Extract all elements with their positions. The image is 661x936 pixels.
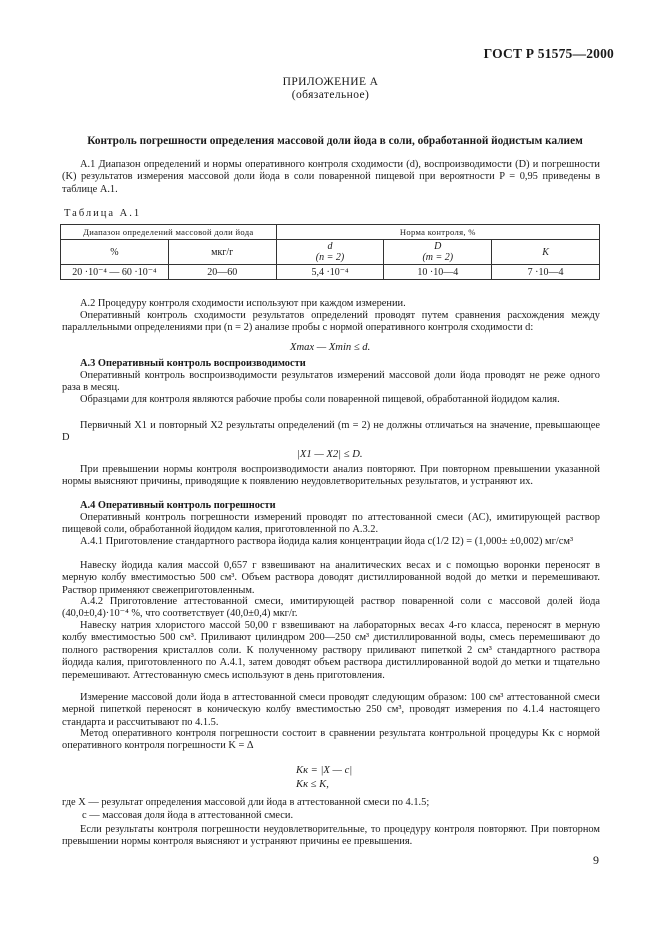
table-col-d-n: (n = 2): [315, 252, 345, 263]
formula-convergence: Xmax — Xmin ≤ d.: [290, 342, 371, 353]
table-caption: Таблица А.1: [64, 208, 142, 219]
table-cell-pct: 20 ·10⁻⁴ — 60 ·10⁻⁴: [61, 265, 169, 280]
table-cell-K: 7 ·10—4: [492, 265, 600, 280]
appendix-title: ПРИЛОЖЕНИЕ А: [282, 76, 379, 88]
a41-paragraph: А.4.1 Приготовление стандартного раствора йодида калия концентрации йода c(1/2 I2) = (1,000± ±0,002) мг/см³: [80, 536, 574, 547]
page-number: 9: [593, 853, 599, 867]
formula-reproducibility: |X1 — X2| ≤ D.: [297, 449, 363, 460]
a3-paragraph-1: Оперативный контроль воспроизводимости результатов измерений массовой доли йода проводят не реже одного раза в месяц.: [62, 370, 600, 394]
a4-paragraph-1: Оперативный контроль погрешности измерений проводят по аттестованной смеси (АС), имитирующей раствор пищевой соли, обработанной йодидом калия, приготовленной по А.3.2.: [62, 512, 600, 536]
table-col-d: [276, 240, 384, 265]
formula-control-1: Kк = |X — c|: [296, 765, 353, 776]
where-c: c — массовая доля йода в аттестованной смеси.: [82, 810, 294, 821]
table-col-D-label: D: [434, 241, 442, 252]
a3-paragraph-3: Первичный X1 и повторный X2 результаты определений (m = 2) не должны отличаться на значение, превышающее D: [62, 420, 600, 444]
table-col-d-label: d: [327, 241, 333, 252]
table-col-pct: %: [61, 240, 169, 265]
appendix-heading: [0, 76, 661, 102]
table-col-D: [384, 240, 492, 265]
final-paragraph: Если результаты контроля погрешности неудовлетворительные, то процедуру контроля повторяют. При повторном превышении нормы контроля выясняют и устраняют причины ее превышения.: [62, 824, 600, 848]
table-cell-D: 10 ·10—4: [384, 265, 492, 280]
where-x: где X — результат определения массовой дли йода в аттестованной смеси по 4.1.5;: [62, 797, 430, 808]
table-cell-mg: 20—60: [168, 265, 276, 280]
table-col-K: K: [492, 240, 600, 265]
a4-title: А.4 Оперативный контроль погрешности: [80, 500, 276, 511]
a42-paragraph-4: Метод оперативного контроля погрешности состоит в сравнении результата контрольной процедуры Kк с нормой оперативного контроля погрешности K = Δ: [62, 728, 600, 752]
a42-paragraph: А.4.2 Приготовление аттестованной смеси, имитирующей раствор поваренной соли с массовой долей йода (40,0±0,4)·10⁻⁴ %, что соответствует (40,0±0,4) мкг/г.: [62, 596, 600, 620]
table-head-range: Диапазон определений массовой доли йода: [61, 225, 277, 240]
a3-title: А.3 Оперативный контроль воспроизводимости: [80, 358, 306, 369]
a42-paragraph-2: Навеску натрия хлористого массой 50,00 г взвешивают на лабораторных весах 4-го класса, переносят в мерную колбу вместимостью 500 см³. Приливают цилиндром 200—250 см³ дистиллированной воды, смесь перемешивают до полного растворения кристаллов соли. К полученному раствору приливают пипеткой 2 см³ стандартного раствора йодида калия, приготовленного по А.4.1, затем доводят объем раствора дистиллированной водой до метки и тщательно перемешивают. Аттестованную смесь используют в день приготовления.: [62, 620, 600, 681]
table-col-mg: мкг/г: [168, 240, 276, 265]
a3-paragraph-2: Образцами для контроля являются рабочие пробы соли поваренной пищевой, обработанной йодидом калия.: [80, 394, 560, 405]
norms-table: [60, 224, 600, 280]
a42-paragraph-3: Измерение массовой доли йода в аттестованной смеси проводят следующим образом: 100 см³ аттестованной смеси мерной пипеткой переносят в коническую колбу вместимостью 250 см³, проводят измерения по 4.1.4 настоящего стандарта и рассчитывают по 4.1.5.: [62, 692, 600, 728]
table-head-norm: Норма контроля, %: [276, 225, 599, 240]
table-cell-d: 5,4 ·10⁻⁴: [276, 265, 384, 280]
appendix-note: (обязательное): [291, 89, 370, 101]
formula-control-2: Kк ≤ K,: [296, 779, 329, 790]
intro-paragraph: А.1 Диапазон определений и нормы оперативного контроля сходимости (d), воспроизводимости (D) и погрешности (K) результатов измерения массовой доли йода в соли поваренной пищевой при вероятности P = 0,95 приведены в таблице А.1.: [62, 159, 600, 195]
standard-header: ГОСТ Р 51575—2000: [483, 46, 614, 61]
a3-paragraph-4: При превышении нормы контроля воспроизводимости анализ повторяют. При повторном превышении указанной нормы выясняют причины, приводящие к появлению неудовлетворительных результатов, и устраняют их.: [62, 464, 600, 488]
table-col-D-m: (m = 2): [422, 252, 454, 263]
section-title: Контроль погрешности определения массовой доли йода в соли, обработанной йодистым калием: [87, 135, 583, 147]
a2-text: Оперативный контроль сходимости результатов определений проводят путем сравнения расхождения между параллельными определениями при (n = 2) анализе пробы с нормой оперативного контроля сходимости d:: [62, 310, 600, 334]
a41-paragraph-2: Навеску йодида калия массой 0,657 г взвешивают на аналитических весах и с помощью воронки переносят в мерную колбу вместимостью 500 см³. Объем раствора доводят дистиллированной водой до метки и перемешивают. Раствор применяют свежеприготовленным.: [62, 560, 600, 596]
a2-paragraph: А.2 Процедуру контроля сходимости используют при каждом измерении.: [80, 298, 406, 309]
